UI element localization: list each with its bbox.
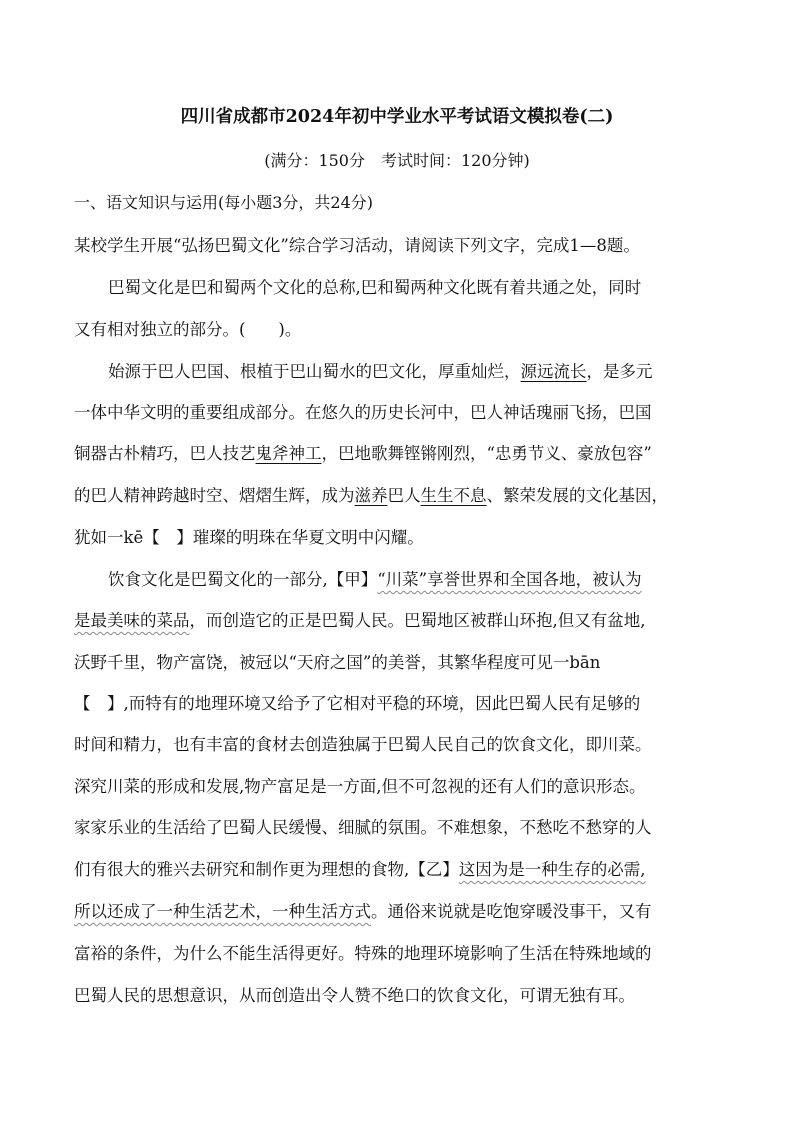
para3-line2-text-b: ，而创造它的正是巴蜀人民。巴蜀地区被群山环抱,但又有盆地, bbox=[189, 611, 646, 630]
para3-line11: 巴蜀人民的思想意识，从而创造出令人赞不绝口的饮食文化，可谓无独有耳。 bbox=[74, 986, 635, 1005]
para3-line9-text-b: 。通俗来说就是吃饱穿暖没事干，又有 bbox=[371, 902, 652, 921]
para3-line1 bbox=[108, 566, 724, 590]
underlined-word-ziyang: 滋养 bbox=[354, 486, 388, 505]
para2-line3 bbox=[74, 440, 724, 464]
para3-line7: 家家乐业的生活给了巴蜀人民缓慢、细腻的氛围。不难想象，不愁吃不愁穿的人 bbox=[74, 818, 652, 837]
para3-line8-text-a: 们有很大的雅兴去研究和制作更为理想的食物,【乙】 bbox=[74, 860, 459, 879]
exam-subtitle: (满分：150分 考试时间：120分钟) bbox=[264, 151, 530, 170]
underlined-word-yuanyuanliuchang: 源远流长 bbox=[520, 362, 587, 381]
para2-line1-text-a: 始源于巴人巴国、根植于巴山蜀水的巴文化，厚重灿烂， bbox=[108, 362, 521, 381]
para3-line4: 【 】,而特有的地理环境又给予了它相对平稳的环境，因此巴蜀人民有足够的 bbox=[74, 694, 641, 713]
section-heading: 一、语文知识与运用(每小题3分，共24分) bbox=[74, 193, 374, 212]
para3-line6: 深究川菜的形成和发展,物产富足是一方面,但不可忽视的还有人们的意识形态。 bbox=[74, 777, 646, 796]
wavy-sentence-yi-part1: 这因为是一种生存的必需, bbox=[458, 860, 646, 879]
wavy-sentence-yi-part2: 所以还成了一种生活艺术，一种生活方式 bbox=[74, 902, 371, 921]
para2-line4-text-c: 、繁荣发展的文化基因， bbox=[486, 486, 668, 505]
para3-line8 bbox=[74, 856, 724, 880]
para3-line2 bbox=[74, 607, 724, 631]
para2-line4 bbox=[74, 482, 724, 506]
underlined-word-shengshengbuxi: 生生不息 bbox=[420, 486, 487, 505]
para2-line5: 犹如一kē【 】璀璨的明珠在华夏文明中闪耀。 bbox=[74, 528, 424, 547]
underlined-word-guifushengong: 鬼斧神工 bbox=[255, 444, 322, 463]
para2-line3-text-a: 铜器古朴精巧，巴人技艺 bbox=[74, 444, 256, 463]
para2-line2: 一体中华文明的重要组成部分。在悠久的历史长河中，巴人神话瑰丽飞扬，巴国 bbox=[74, 403, 652, 422]
wavy-sentence-jia-part2: 是最美味的菜品 bbox=[74, 611, 190, 630]
para2-line1 bbox=[108, 358, 724, 382]
para1-line1: 巴蜀文化是巴和蜀两个文化的总称,巴和蜀两种文化既有着共通之处，同时 bbox=[108, 278, 642, 297]
para3-line9 bbox=[74, 898, 724, 922]
para3-line10: 富裕的条件，为什么不能生活得更好。特殊的地理环境影响了生活在特殊地域的 bbox=[74, 944, 652, 963]
para3-line5: 时间和精力，也有丰富的食材去创造独属于巴蜀人民自己的饮食文化，即川菜。 bbox=[74, 735, 652, 754]
exam-title: 四川省成都市2024年初中学业水平考试语文模拟卷(二) bbox=[180, 107, 614, 127]
para3-line3: 沃野千里，物产富饶，被冠以“天府之国”的美誉，其繁华程度可见一bān bbox=[74, 653, 601, 672]
para2-line4-text-b: 巴人 bbox=[387, 486, 421, 505]
para2-line4-text-a: 的巴人精神跨越时空、熠熠生辉，成为 bbox=[74, 486, 355, 505]
para3-line1-text-a: 饮食文化是巴蜀文化的一部分,【甲】 bbox=[108, 570, 378, 589]
para2-line3-text-b: ，巴地歌舞铿锵刚烈，“忠勇节义、豪放包容” bbox=[321, 444, 652, 463]
para2-line1-text-b: ，是多元 bbox=[586, 362, 653, 381]
para1-line2: 又有相对独立的部分。( )。 bbox=[74, 320, 302, 339]
wavy-sentence-jia-part1: “川菜”享誉世界和全国各地，被认为 bbox=[377, 570, 642, 589]
section-instruction: 某校学生开展“弘扬巴蜀文化”综合学习活动，请阅读下列文字，完成1—8题。 bbox=[74, 236, 640, 255]
